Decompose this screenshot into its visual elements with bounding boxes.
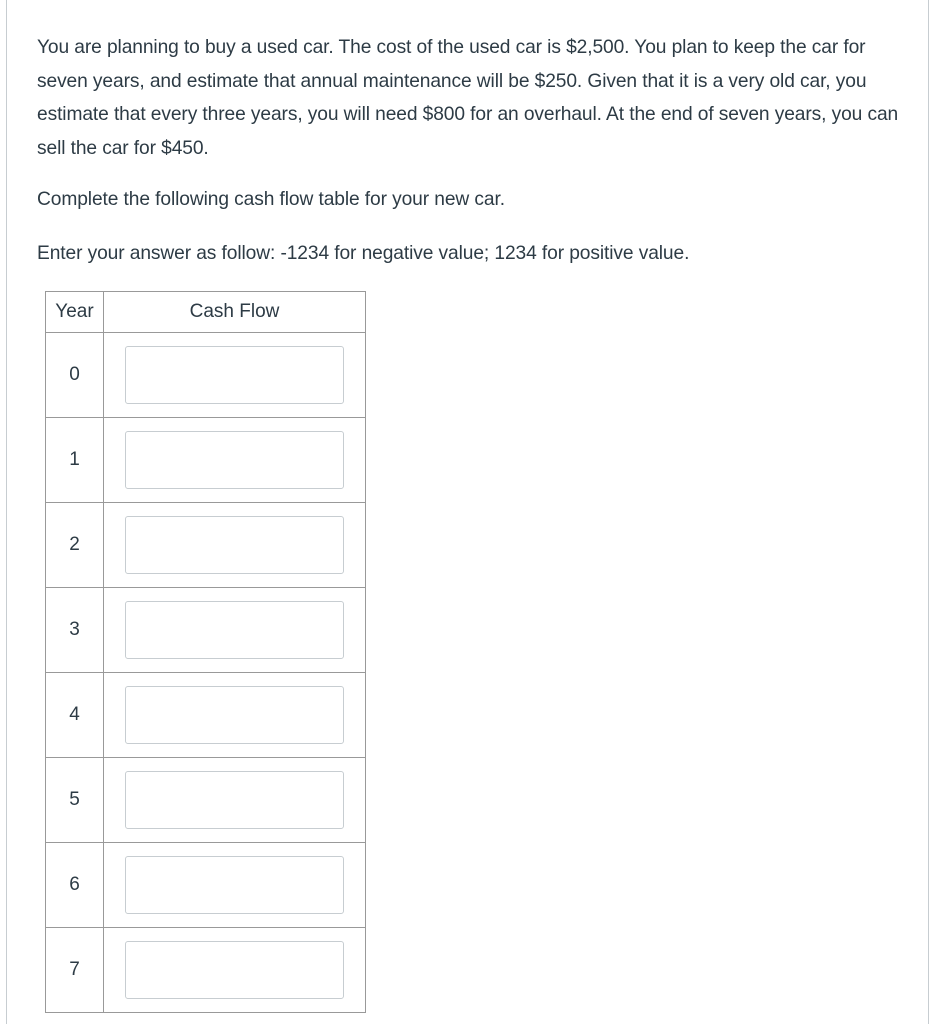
cash-flow-cell	[104, 843, 366, 928]
cash-flow-table	[45, 291, 366, 1013]
cash-flow-input-year-0[interactable]	[125, 346, 344, 404]
cash-flow-column-header: Cash Flow	[104, 292, 366, 333]
cash-flow-input-year-5[interactable]	[125, 771, 344, 829]
table-row	[46, 588, 366, 673]
cash-flow-cell	[104, 928, 366, 1013]
table-row	[46, 673, 366, 758]
year-cell: 0	[46, 333, 104, 418]
table-row	[46, 418, 366, 503]
table-row	[46, 503, 366, 588]
table-row	[46, 928, 366, 1013]
cash-flow-cell	[104, 673, 366, 758]
cash-flow-cell	[104, 333, 366, 418]
year-cell: 2	[46, 503, 104, 588]
cash-flow-input-year-3[interactable]	[125, 601, 344, 659]
year-cell: 6	[46, 843, 104, 928]
cash-flow-input-year-7[interactable]	[125, 941, 344, 999]
table-row	[46, 843, 366, 928]
year-column-header: Year	[46, 292, 104, 333]
year-cell: 1	[46, 418, 104, 503]
problem-statement: You are planning to buy a used car. The cost of the used car is $2,500. You plan to keep the car for seven years, and estimate that annual maintenance will be $250. Given that it is a very old car, you estimate that every three years, you will need $800 for an overhaul. At the end of seven years, you can sell the car for $450.	[37, 37, 899, 159]
question-text	[37, 31, 907, 270]
instruction-text: Complete the following cash flow table for your new car.	[37, 189, 505, 210]
cash-flow-input-year-2[interactable]	[125, 516, 344, 574]
year-cell: 3	[46, 588, 104, 673]
year-cell: 7	[46, 928, 104, 1013]
cash-flow-cell	[104, 588, 366, 673]
table-row	[46, 758, 366, 843]
answer-format-note: Enter your answer as follow: -1234 for negative value; 1234 for positive value.	[37, 242, 690, 264]
cash-flow-input-year-4[interactable]	[125, 686, 344, 744]
cash-flow-input-year-6[interactable]	[125, 856, 344, 914]
cash-flow-input-year-1[interactable]	[125, 431, 344, 489]
cash-flow-cell	[104, 503, 366, 588]
table-header-row	[46, 292, 366, 333]
cash-flow-cell	[104, 758, 366, 843]
year-cell: 5	[46, 758, 104, 843]
cash-flow-cell	[104, 418, 366, 503]
year-cell: 4	[46, 673, 104, 758]
table-row	[46, 333, 366, 418]
